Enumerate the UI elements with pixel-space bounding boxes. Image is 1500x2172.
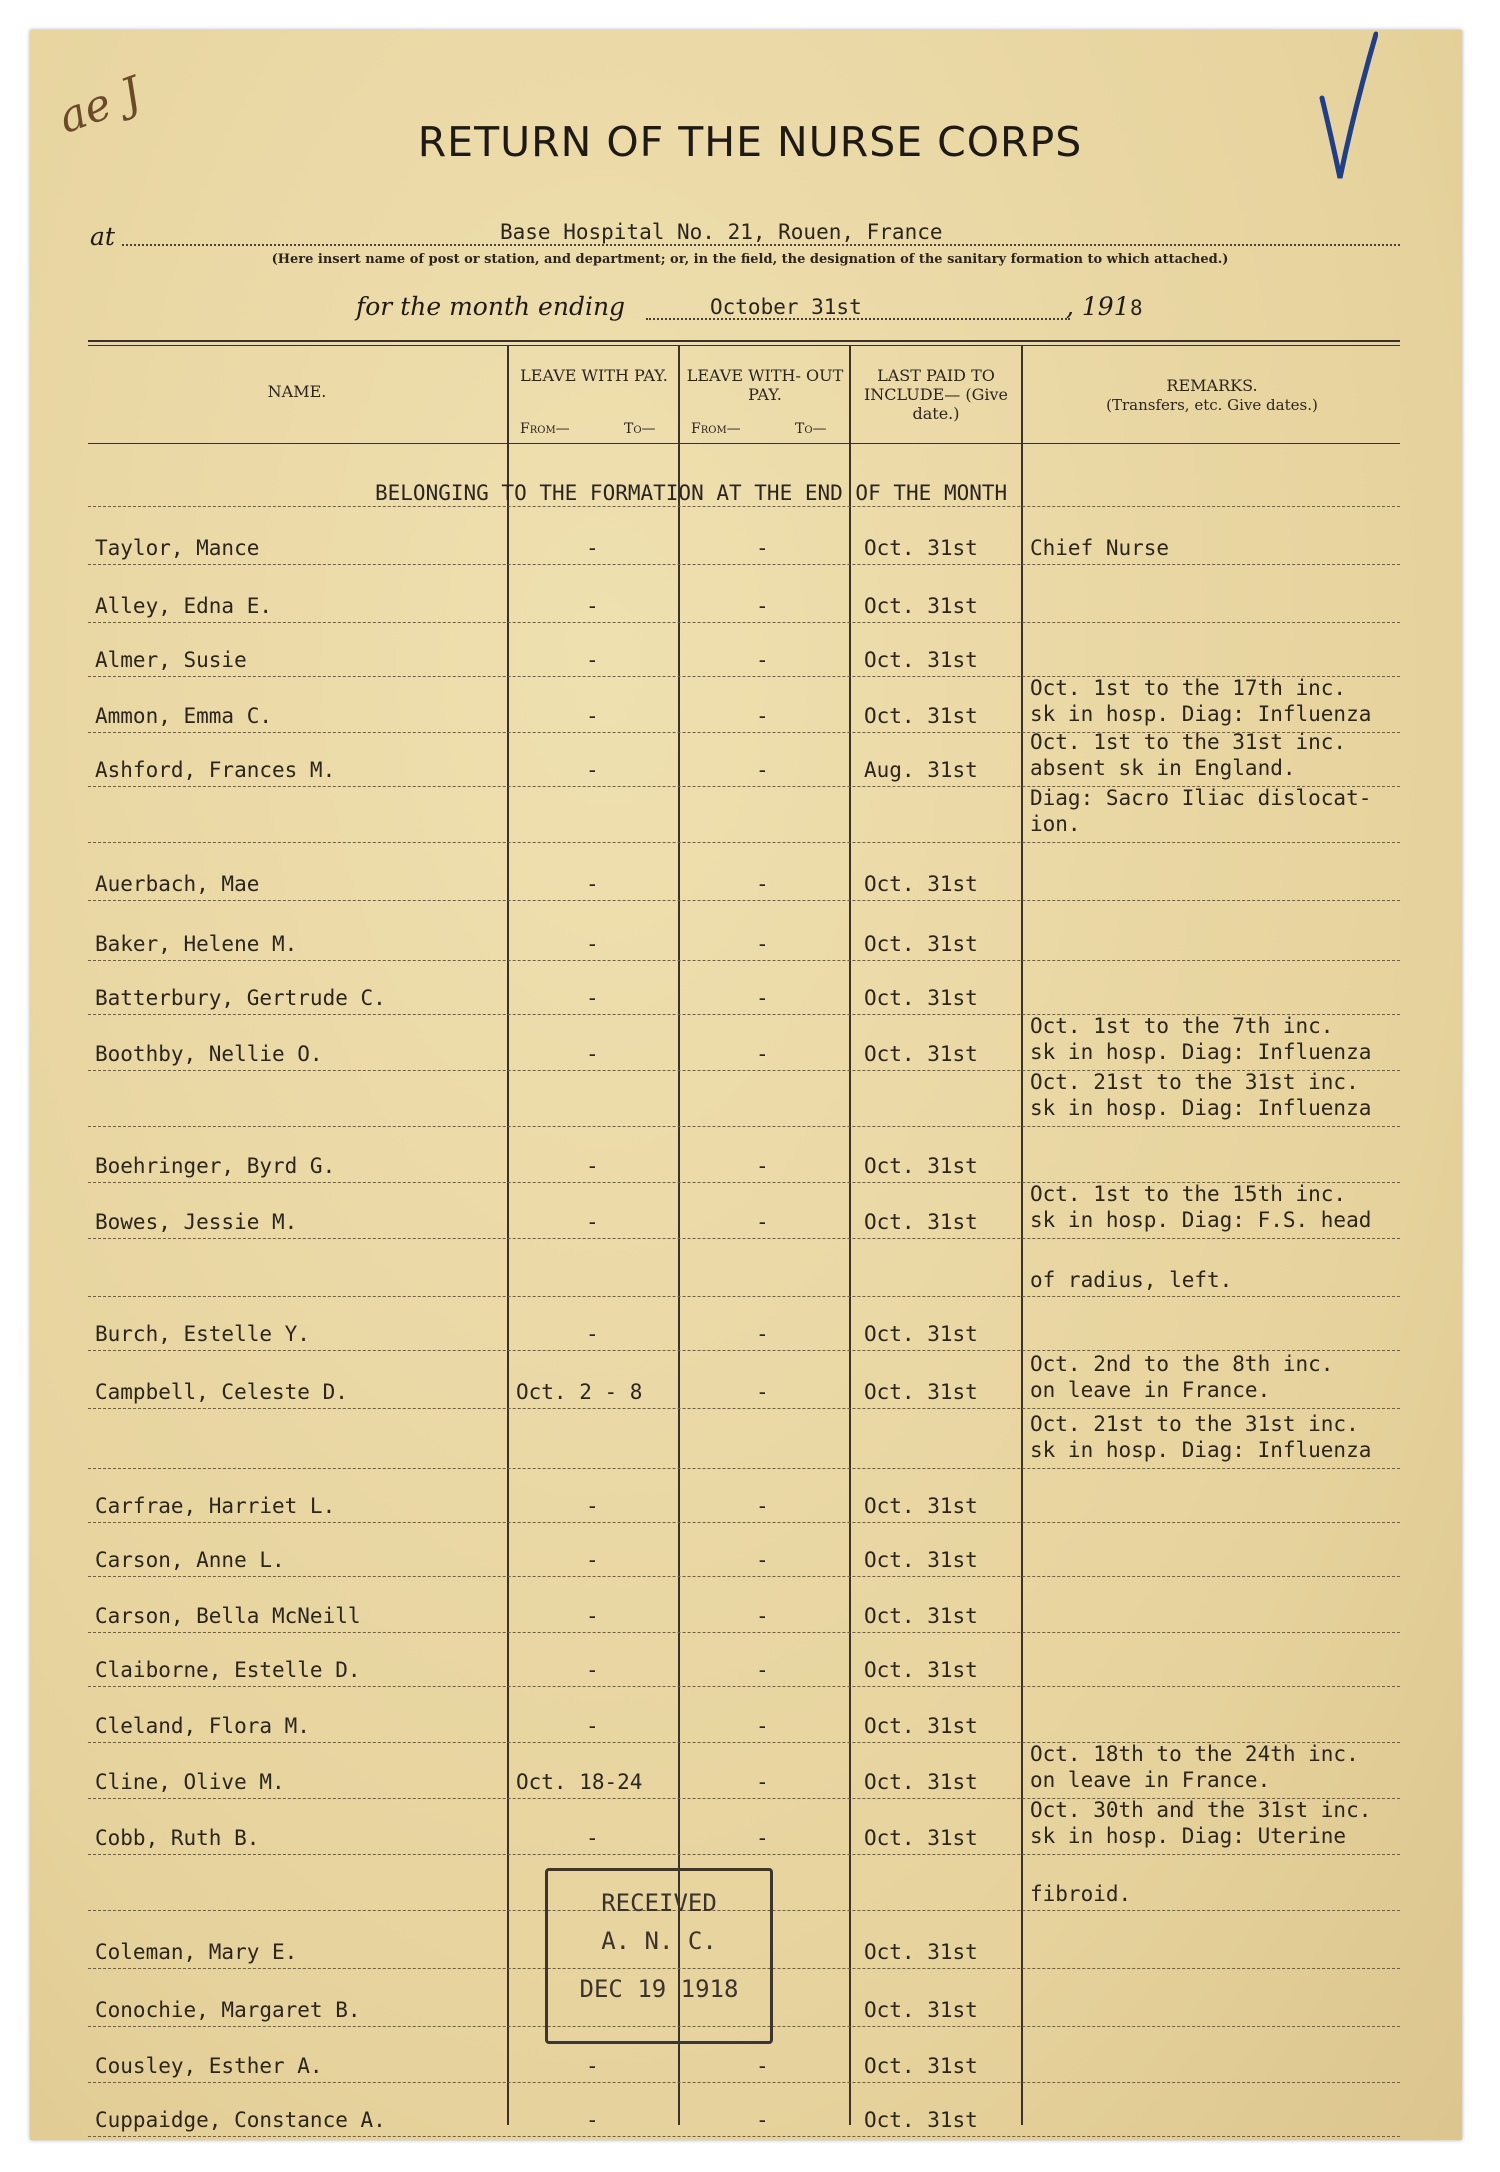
nurse-name: Burch, Estelle Y. bbox=[95, 1322, 310, 1346]
last-paid-value: Oct. 31st bbox=[864, 1770, 978, 1794]
col-divider-1 bbox=[507, 345, 509, 2125]
nurse-name: Boothby, Nellie O. bbox=[95, 1042, 323, 1066]
station-instructions: (Here insert name of post or station, and department; or, in the field, the designation of the sanitary formation to which attached.) bbox=[271, 252, 1229, 267]
leave-with-pay-value: - bbox=[586, 2108, 599, 2132]
year-prefix: , 191 bbox=[1066, 292, 1130, 321]
leave-without-pay-value: - bbox=[756, 536, 769, 560]
header-top-rule bbox=[88, 340, 1400, 342]
last-paid-value: Oct. 31st bbox=[864, 704, 978, 728]
leave-without-pay-value: - bbox=[756, 1154, 769, 1178]
last-paid-value: Oct. 31st bbox=[864, 1494, 978, 1518]
stamp-date: DEC 19 1918 bbox=[579, 1975, 739, 2003]
section-heading: BELONGING TO THE FORMATION AT THE END OF THE MONTH bbox=[375, 481, 1008, 505]
row-rule bbox=[88, 1686, 1400, 1687]
remarks-line-1: fibroid. bbox=[1030, 1882, 1132, 1906]
leave-without-pay-value: - bbox=[756, 2108, 769, 2132]
remarks-line-2: sk in hosp. Diag: Influenza bbox=[1030, 702, 1372, 726]
leave-with-pay-value: - bbox=[586, 648, 599, 672]
last-paid-value: Oct. 31st bbox=[864, 1604, 978, 1628]
col-divider-2 bbox=[678, 345, 680, 2125]
form-title: RETURN OF THE NURSE CORPS bbox=[417, 118, 1083, 166]
row-rule bbox=[88, 1350, 1400, 1351]
lwop-from: From— bbox=[691, 421, 741, 437]
nurse-name: Ammon, Emma C. bbox=[95, 704, 273, 728]
year-suffix: 8 bbox=[1130, 296, 1143, 320]
leave-with-pay-value: Oct. 18-24 bbox=[516, 1770, 643, 1794]
leave-without-pay-value: - bbox=[756, 704, 769, 728]
nurse-name: Carfrae, Harriet L. bbox=[95, 1494, 336, 1518]
leave-without-pay-value: - bbox=[756, 1714, 769, 1738]
remarks-line-1: Oct. 1st to the 7th inc. bbox=[1030, 1014, 1334, 1038]
header-remarks: REMARKS. bbox=[1166, 376, 1258, 395]
row-rule bbox=[88, 2136, 1400, 2137]
remarks-line-1: Oct. 1st to the 31st inc. bbox=[1030, 730, 1347, 754]
leave-with-pay-value: - bbox=[586, 704, 599, 728]
leave-with-pay-value: - bbox=[586, 1548, 599, 1572]
leave-without-pay-value: - bbox=[756, 1658, 769, 1682]
remarks-line-1: Oct. 18th to the 24th inc. bbox=[1030, 1742, 1359, 1766]
remarks-line-1: Oct. 1st to the 15th inc. bbox=[1030, 1182, 1347, 1206]
remarks-line-2: sk in hosp. Diag: Influenza bbox=[1030, 1438, 1372, 1462]
row-rule bbox=[88, 1522, 1400, 1523]
leave-without-pay-value: - bbox=[756, 1548, 769, 1572]
nurse-name: Cousley, Esther A. bbox=[95, 2054, 323, 2078]
row-rule bbox=[88, 1468, 1400, 1469]
leave-with-pay-value: - bbox=[586, 1154, 599, 1178]
month-label: for the month ending bbox=[356, 292, 626, 321]
row-rule bbox=[88, 900, 1400, 901]
row-rule bbox=[88, 960, 1400, 961]
last-paid-value: Oct. 31st bbox=[864, 1154, 978, 1178]
leave-with-pay-value: - bbox=[586, 1714, 599, 1738]
leave-with-pay-value: Oct. 2 - 8 bbox=[516, 1380, 643, 1404]
last-paid-value: Oct. 31st bbox=[864, 1826, 978, 1850]
remarks-line-1: of radius, left. bbox=[1030, 1268, 1233, 1292]
at-label: at bbox=[90, 222, 115, 251]
last-paid-value: Oct. 31st bbox=[864, 2108, 978, 2132]
leave-without-pay-value: - bbox=[756, 1380, 769, 1404]
leave-without-pay-value: - bbox=[756, 872, 769, 896]
col-divider-3 bbox=[849, 345, 851, 2125]
leave-with-pay-value: - bbox=[586, 1042, 599, 1066]
last-paid-value: Oct. 31st bbox=[864, 2054, 978, 2078]
month-value: October 31st bbox=[710, 295, 862, 319]
remarks-line-1: Chief Nurse bbox=[1030, 536, 1170, 560]
remarks-line-2: on leave in France. bbox=[1030, 1378, 1271, 1402]
row-rule bbox=[88, 1296, 1400, 1297]
leave-with-pay-value: - bbox=[586, 1604, 599, 1628]
row-rule bbox=[88, 1408, 1400, 1409]
row-rule bbox=[88, 842, 1400, 843]
handwritten-initials: ae J bbox=[51, 67, 149, 144]
nurse-name: Cobb, Ruth B. bbox=[95, 1826, 260, 1850]
last-paid-value: Oct. 31st bbox=[864, 1042, 978, 1066]
last-paid-value: Aug. 31st bbox=[864, 758, 978, 782]
leave-without-pay-value: - bbox=[756, 594, 769, 618]
leave-with-pay-value: - bbox=[586, 872, 599, 896]
row-rule bbox=[88, 1238, 1400, 1239]
nurse-name: Carson, Bella McNeill bbox=[95, 1604, 361, 1628]
remarks-line-1: Oct. 21st to the 31st inc. bbox=[1030, 1070, 1359, 1094]
nurse-name: Batterbury, Gertrude C. bbox=[95, 986, 386, 1010]
leave-with-pay-value: - bbox=[586, 536, 599, 560]
lwop-to: To— bbox=[795, 421, 827, 437]
nurse-name: Taylor, Mance bbox=[95, 536, 260, 560]
leave-without-pay-value: - bbox=[756, 1604, 769, 1628]
lwp-from: From— bbox=[520, 421, 570, 437]
nurse-name: Cuppaidge, Constance A. bbox=[95, 2108, 386, 2132]
station-line bbox=[122, 244, 1400, 246]
leave-with-pay-value: - bbox=[586, 932, 599, 956]
header-last-paid: LAST PAID TO INCLUDE— (Give date.) bbox=[863, 366, 1009, 423]
nurse-name: Ashford, Frances M. bbox=[95, 758, 336, 782]
last-paid-value: Oct. 31st bbox=[864, 986, 978, 1010]
last-paid-value: Oct. 31st bbox=[864, 648, 978, 672]
nurse-name: Campbell, Celeste D. bbox=[95, 1380, 348, 1404]
header-bottom-rule bbox=[88, 443, 1400, 444]
last-paid-value: Oct. 31st bbox=[864, 1548, 978, 1572]
row-rule bbox=[88, 564, 1400, 565]
header-leave-without-pay: LEAVE WITH- OUT PAY. bbox=[686, 366, 844, 404]
remarks-line-2: ion. bbox=[1030, 812, 1081, 836]
last-paid-value: Oct. 31st bbox=[864, 1658, 978, 1682]
remarks-line-2: sk in hosp. Diag: Influenza bbox=[1030, 1040, 1372, 1064]
row-rule bbox=[88, 1576, 1400, 1577]
row-rule bbox=[88, 1632, 1400, 1633]
row-rule bbox=[88, 2082, 1400, 2083]
last-paid-value: Oct. 31st bbox=[864, 1998, 978, 2022]
last-paid-value: Oct. 31st bbox=[864, 1380, 978, 1404]
remarks-line-2: sk in hosp. Diag: F.S. head bbox=[1030, 1208, 1372, 1232]
last-paid-value: Oct. 31st bbox=[864, 932, 978, 956]
leave-with-pay-value: - bbox=[586, 1322, 599, 1346]
header-name: NAME. bbox=[267, 382, 327, 401]
last-paid-value: Oct. 31st bbox=[864, 1210, 978, 1234]
remarks-line-1: Oct. 30th and the 31st inc. bbox=[1030, 1798, 1372, 1822]
remarks-line-1: Oct. 1st to the 17th inc. bbox=[1030, 676, 1347, 700]
row-rule bbox=[88, 622, 1400, 623]
nurse-name: Cline, Olive M. bbox=[95, 1770, 285, 1794]
nurse-name: Alley, Edna E. bbox=[95, 594, 273, 618]
nurse-name: Auerbach, Mae bbox=[95, 872, 260, 896]
last-paid-value: Oct. 31st bbox=[864, 594, 978, 618]
nurse-name: Baker, Helene M. bbox=[95, 932, 298, 956]
remarks-line-2: absent sk in England. bbox=[1030, 756, 1296, 780]
nurse-name: Claiborne, Estelle D. bbox=[95, 1658, 361, 1682]
nurse-name: Boehringer, Byrd G. bbox=[95, 1154, 336, 1178]
nurse-name: Almer, Susie bbox=[95, 648, 247, 672]
lwp-to: To— bbox=[624, 421, 656, 437]
leave-without-pay-value: - bbox=[756, 1770, 769, 1794]
header-leave-with-pay: LEAVE WITH PAY. bbox=[520, 366, 668, 385]
last-paid-value: Oct. 31st bbox=[864, 1322, 978, 1346]
leave-with-pay-value: - bbox=[586, 1494, 599, 1518]
nurse-name: Carson, Anne L. bbox=[95, 1548, 285, 1572]
remarks-line-2: sk in hosp. Diag: Influenza bbox=[1030, 1096, 1372, 1120]
last-paid-value: Oct. 31st bbox=[864, 1940, 978, 1964]
remarks-line-1: Diag: Sacro Iliac dislocat- bbox=[1030, 786, 1372, 810]
leave-without-pay-value: - bbox=[756, 2054, 769, 2078]
section-rule bbox=[88, 506, 1400, 507]
leave-with-pay-value: - bbox=[586, 986, 599, 1010]
leave-without-pay-value: - bbox=[756, 1826, 769, 1850]
leave-without-pay-value: - bbox=[756, 932, 769, 956]
header-remarks-sub: (Transfers, etc. Give dates.) bbox=[1106, 396, 1318, 414]
col-divider-4 bbox=[1021, 345, 1023, 2125]
leave-with-pay-value: - bbox=[586, 1210, 599, 1234]
last-paid-value: Oct. 31st bbox=[864, 536, 978, 560]
row-rule bbox=[88, 1854, 1400, 1855]
leave-without-pay-value: - bbox=[756, 1042, 769, 1066]
leave-without-pay-value: - bbox=[756, 1494, 769, 1518]
last-paid-value: Oct. 31st bbox=[864, 1714, 978, 1738]
row-rule bbox=[88, 1126, 1400, 1127]
leave-without-pay-value: - bbox=[756, 1322, 769, 1346]
nurse-name: Conochie, Margaret B. bbox=[95, 1998, 361, 2022]
stamp-received: RECEIVED bbox=[601, 1889, 717, 1917]
remarks-line-1: Oct. 2nd to the 8th inc. bbox=[1030, 1352, 1334, 1376]
nurse-name: Cleland, Flora M. bbox=[95, 1714, 310, 1738]
leave-without-pay-value: - bbox=[756, 648, 769, 672]
remarks-line-1: Oct. 21st to the 31st inc. bbox=[1030, 1412, 1359, 1436]
leave-with-pay-value: - bbox=[586, 1826, 599, 1850]
leave-with-pay-value: - bbox=[586, 2054, 599, 2078]
received-stamp bbox=[545, 1868, 773, 2044]
leave-without-pay-value: - bbox=[756, 986, 769, 1010]
remarks-line-2: sk in hosp. Diag: Uterine bbox=[1030, 1824, 1347, 1848]
leave-without-pay-value: - bbox=[756, 758, 769, 782]
header-top-rule-2 bbox=[88, 345, 1400, 346]
stamp-anc: A. N. C. bbox=[601, 1927, 717, 1955]
station-value: Base Hospital No. 21, Rouen, France bbox=[500, 220, 943, 244]
leave-with-pay-value: - bbox=[586, 758, 599, 782]
nurse-name: Coleman, Mary E. bbox=[95, 1940, 298, 1964]
leave-without-pay-value: - bbox=[756, 1210, 769, 1234]
remarks-line-2: on leave in France. bbox=[1030, 1768, 1271, 1792]
leave-with-pay-value: - bbox=[586, 594, 599, 618]
leave-with-pay-value: - bbox=[586, 1658, 599, 1682]
last-paid-value: Oct. 31st bbox=[864, 872, 978, 896]
show-through-text bbox=[300, 60, 360, 860]
nurse-name: Bowes, Jessie M. bbox=[95, 1210, 298, 1234]
